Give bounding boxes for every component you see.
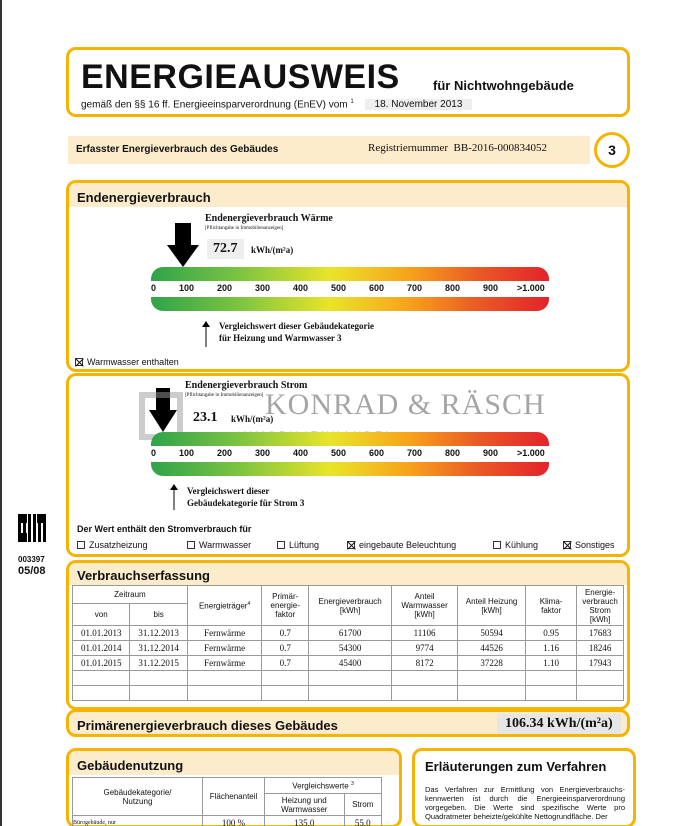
checkbox-checked-icon [347,541,355,549]
strom-label: Endenergieverbrauch Strom [185,380,308,391]
strom-compare-line-2: Gebäudekategorie für Strom 3 [187,498,305,508]
col-energie: Energieverbrauch [kWh] [309,586,392,626]
col-kategorie: Gebäudekategorie/ Nutzung [73,778,203,816]
registration-number: BB-2016-000834052 [453,142,548,154]
tick-label: 100 [179,448,195,458]
erlaeuterung-box [412,748,636,826]
nutzung-table [72,777,382,826]
header-box [66,47,630,117]
section-bar-label: Erfasster Energieverbrauch des Gebäudes [76,144,279,155]
endenergie-box [66,180,630,372]
page-number-badge: 3 [594,132,630,168]
table-row: 01.01.2014 31.12.2014 Fernwärme 0.7 54300 9774 44526 1.16 18246 [73,641,624,656]
strom-option: Warmwasser [187,540,251,550]
strom-option: Kühlung [493,540,538,550]
waerme-note: [Pflichtangabe in Immobilienanzeigen] [205,226,284,231]
checkbox-icon [493,541,501,549]
side-code: 003397 [18,555,45,564]
document-subtitle: für Nichtwohngebäude [433,78,574,93]
strom-option: Lüftung [277,540,319,550]
tick-label: 100 [179,283,195,293]
col-strom: Strom [344,794,382,816]
table-row: 01.01.2013 31.12.2013 Fernwärme 0.7 61700 11106 50594 0.95 17683 [73,626,624,641]
page-edge [0,0,2,826]
enev-date: 18. November 2013 [365,99,473,110]
table-row: 01.01.2015 31.12.2015 Fernwärme 0.7 45400 8172 37228 1.10 17943 [73,656,624,671]
tick-label: 800 [445,283,461,293]
tick-label: 500 [331,448,347,458]
tick-label: 900 [483,448,499,458]
col-heizung: Anteil Heizung [kWh] [458,586,526,626]
compare-arrow-icon [201,321,211,347]
strom-value: 23.1 [193,410,218,425]
col-vergleich: Vergleichswerte $^3$ [265,778,382,794]
primaer-box [66,709,630,737]
tick-label: >1.000 [517,448,545,458]
checkbox-icon [277,541,285,549]
strom-contains-label: Der Wert enthält den Stromverbrauch für [77,524,252,534]
col-traeger: Energieträger$^4$ [187,586,261,626]
strom-box [66,373,630,557]
checkbox-checked-icon [563,541,571,549]
endenergie-title: Endenergieverbrauch [77,190,211,205]
nutzung-title: Gebäudenutzung [77,758,184,773]
col-bis: bis [130,604,187,626]
qr-code-icon [18,514,46,542]
strom-option: eingebaute Beleuchtung [347,540,456,550]
nutzung-box [66,748,402,826]
strom-compare-line-1: Vergleichswert dieser [187,486,270,496]
table-row-empty [73,686,624,701]
waerme-value: 72.7 [207,239,244,259]
col-heizung-ww: Heizung und Warmwasser [265,794,345,816]
compare-line-1: Vergleichswert dieser Gebäudekategorie [219,321,374,331]
strom-option: Zusatzheizung [77,540,148,550]
col-klima: Klima- faktor [526,586,577,626]
tick-label: 500 [331,283,347,293]
primaer-value: 106.34 kWh/(m²a) [497,714,621,734]
verbrauch-title: Verbrauchserfassung [77,568,210,583]
section-bar [68,136,590,164]
tick-label: 400 [293,448,309,458]
waerme-label: Endenergieverbrauch Wärme [205,213,333,224]
strom-compare-arrow-icon [169,484,179,510]
tick-label: 200 [217,283,233,293]
waerme-unit: kWh/(m²a) [251,245,294,255]
erlaeuterung-text: Das Verfahren zur Ermittlung von Energieverbrauchs-kennwerten ist durch die Energieeinsparverordnung vorgegeben. Die Werte sind spezifische Werte pro Quadratmeter beheizte/gekühlte Nettogrundfläche. Der [425,785,625,821]
tick-label: 700 [407,283,423,293]
erlaeuterung-title: Erläuterungen zum Verfahren [425,759,607,774]
tick-label: 0 [151,283,157,293]
primaer-label: Primärenergieverbrauch dieses Gebäudes [77,718,338,733]
tick-label: 800 [445,448,461,458]
tick-label: 900 [483,283,499,293]
strom-note: [Pflichtangabe in Immobilienanzeigen] [185,393,264,398]
table-row: Bürogebäude, nur 100 % 135.0 55.0 [73,816,382,826]
strom-option: Sonstiges [563,540,615,550]
verbrauch-box [66,560,630,710]
col-primaer: Primär- energie- faktor [262,586,309,626]
col-von: von [73,604,130,626]
warmwasser-enthalten: Warmwasser enthalten [75,357,179,367]
tick-label: 700 [407,448,423,458]
tick-label: >1.000 [517,283,545,293]
tick-label: 200 [217,448,233,458]
waerme-arrow-icon [167,223,199,267]
tick-label: 600 [369,283,385,293]
tick-label: 300 [255,448,271,458]
verbrauch-table [72,585,624,701]
side-date: 05/08 [18,565,46,577]
watermark-name: KONRAD & RÄSCH [265,388,546,421]
table-row-empty [73,671,624,686]
tick-label: 400 [293,283,309,293]
strom-unit: kWh/(m²a) [231,414,274,424]
checkbox-checked-icon [75,358,83,366]
checkbox-icon [77,541,85,549]
strom-scale-ticks [151,448,549,462]
compare-line-2: für Heizung und Warmwasser 3 [219,333,342,343]
tick-label: 300 [255,283,271,293]
tick-label: 600 [369,448,385,458]
col-strom: Energie- verbrauch Strom [kWh] [577,586,624,626]
registration: Registriernummer BB-2016-000834052 [368,142,548,154]
document-title: ENERGIEAUSWEIS [81,58,400,96]
col-flaeche: Flächenanteil [203,778,265,816]
col-warmwasser: Anteil Warmwasser [kWh] [392,586,458,626]
waerme-scale-ticks [151,283,549,297]
tick-label: 0 [151,448,157,458]
col-zeitraum: Zeitraum [73,586,188,604]
legal-line: gemäß den §§ 16 ff. Energieeinsparverordnung (EnEV) vom $^1$ 18. November 2013 [81,99,472,110]
checkbox-icon [187,541,195,549]
